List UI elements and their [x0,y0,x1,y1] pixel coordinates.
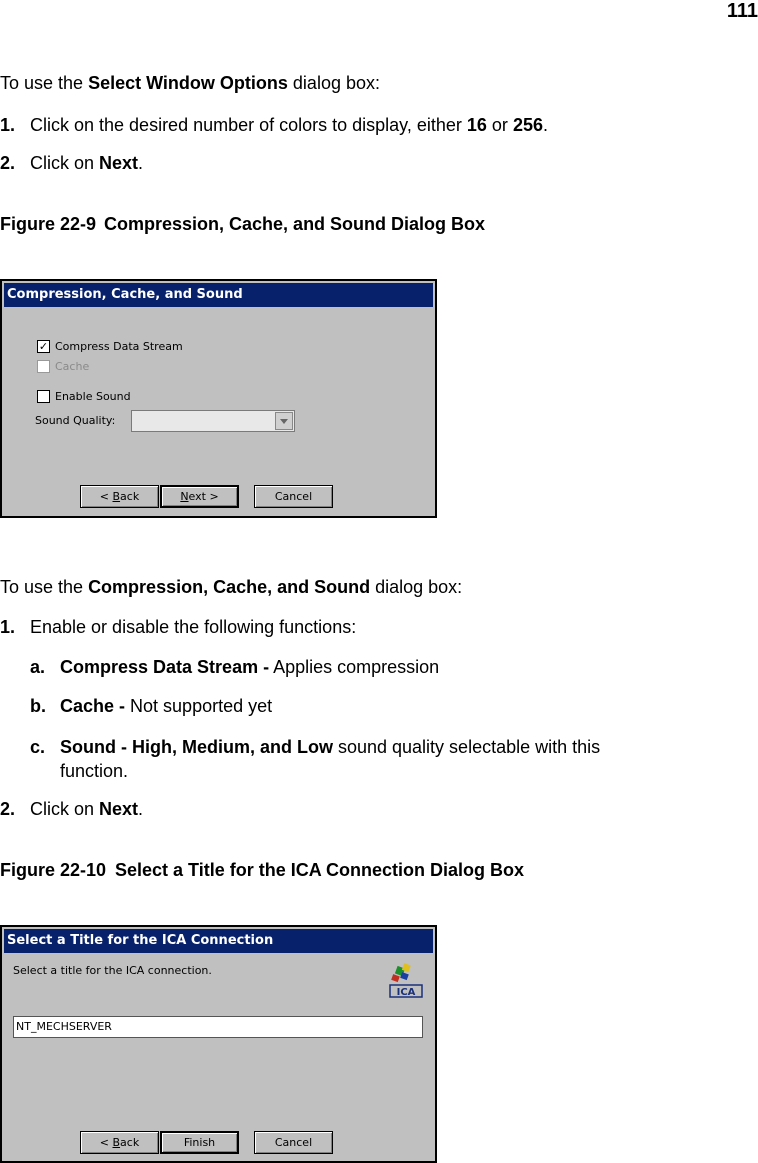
step-bold: 256 [512,115,543,135]
back-button[interactable] [80,485,159,508]
step-text: Enable or disable the following functions: [30,617,357,637]
title-input[interactable]: NT_MECHSERVER [13,1016,423,1038]
sub-text: sound quality selectable with this [332,737,601,757]
figure-number: Figure 22-9 [0,214,97,234]
compression-dialog [0,279,437,518]
intro2-suffix: dialog box: [370,577,463,597]
figure-number: Figure 22-10 [0,860,107,880]
back-rest: ack [120,1136,140,1149]
sub-bold: Sound - High, Medium, and Low [60,737,333,757]
compress-label: Compress Data Stream [55,340,183,353]
back-rest: ack [120,490,140,503]
dialog-title: Select a Title for the ICA Connection [4,929,433,953]
figure-caption-2 [0,859,524,881]
ica-logo-icon [387,961,425,999]
step-number: 2. [0,153,16,173]
intro1-prefix: To use the [0,73,89,93]
sound-quality-label: Sound Quality: [35,414,116,427]
back-hotkey: B [112,490,121,503]
intro2-prefix: To use the [0,577,89,597]
sub-item-a [30,656,439,678]
sub-text: Not supported yet [125,696,273,716]
step-text: . [138,153,144,173]
prompt-label: Select a title for the ICA connection. [13,964,212,977]
step-bold: 16 [466,115,487,135]
step-text: or [486,115,513,135]
back-prefix: < [99,490,113,503]
step-2 [0,152,143,174]
enable-sound-label: Enable Sound [55,390,131,403]
finish-button[interactable]: Finish [160,1131,239,1154]
sub-bold: Compress Data Stream - [60,657,270,677]
step-number: 1. [0,115,16,135]
intro1-suffix: dialog box: [287,73,380,93]
sub-letter: c. [30,737,46,757]
step-bold: Next [99,799,139,819]
cache-checkbox[interactable] [37,360,50,373]
sub-item-b [30,695,272,717]
next-button[interactable] [160,485,239,508]
figure-title: Select a Title for the ICA Connection Dialog Box [115,860,525,880]
step-bold: Next [99,153,139,173]
chevron-down-icon[interactable] [275,412,293,430]
ica-logo-text: ICA [396,987,416,998]
ica-title-dialog [0,925,437,1163]
cancel-button[interactable]: Cancel [254,1131,333,1154]
sub-item-c-continued: function. [60,761,129,781]
sub-text: Applies compression [269,657,440,677]
step-text: . [542,115,548,135]
figure-caption-1 [0,213,485,235]
intro2-bold: Compression, Cache, and Sound [88,577,371,597]
intro1-bold: Select Window Options [88,73,288,93]
step-1 [0,114,548,136]
next-rest: ext > [188,490,219,503]
sub-letter: a. [30,657,46,677]
step-text: Click on the desired number of colors to display, either [30,115,467,135]
sub-letter: b. [30,696,46,716]
step-number: 2. [0,799,16,819]
intro-paragraph-1 [0,72,380,94]
step-1b [0,616,356,638]
sub-bold: Cache - [60,696,126,716]
step-number: 1. [0,617,16,637]
figure-title: Compression, Cache, and Sound Dialog Box [104,214,486,234]
step-text: Click on [30,799,100,819]
sound-quality-select[interactable] [131,410,295,432]
step-text: Click on [30,153,100,173]
back-button[interactable] [80,1131,159,1154]
enable-sound-checkbox[interactable] [37,390,50,403]
back-hotkey: B [112,1136,121,1149]
step-text: . [138,799,144,819]
step-2b [0,798,143,820]
cancel-button[interactable]: Cancel [254,485,333,508]
back-prefix: < [99,1136,113,1149]
compress-checkbox[interactable]: ✓ [38,340,49,353]
sub-item-c [30,736,600,758]
next-hotkey: N [180,490,189,503]
page-number: 111 [726,0,758,22]
intro-paragraph-2 [0,576,462,598]
cache-label: Cache [55,360,90,373]
dialog-title: Compression, Cache, and Sound [4,283,433,307]
